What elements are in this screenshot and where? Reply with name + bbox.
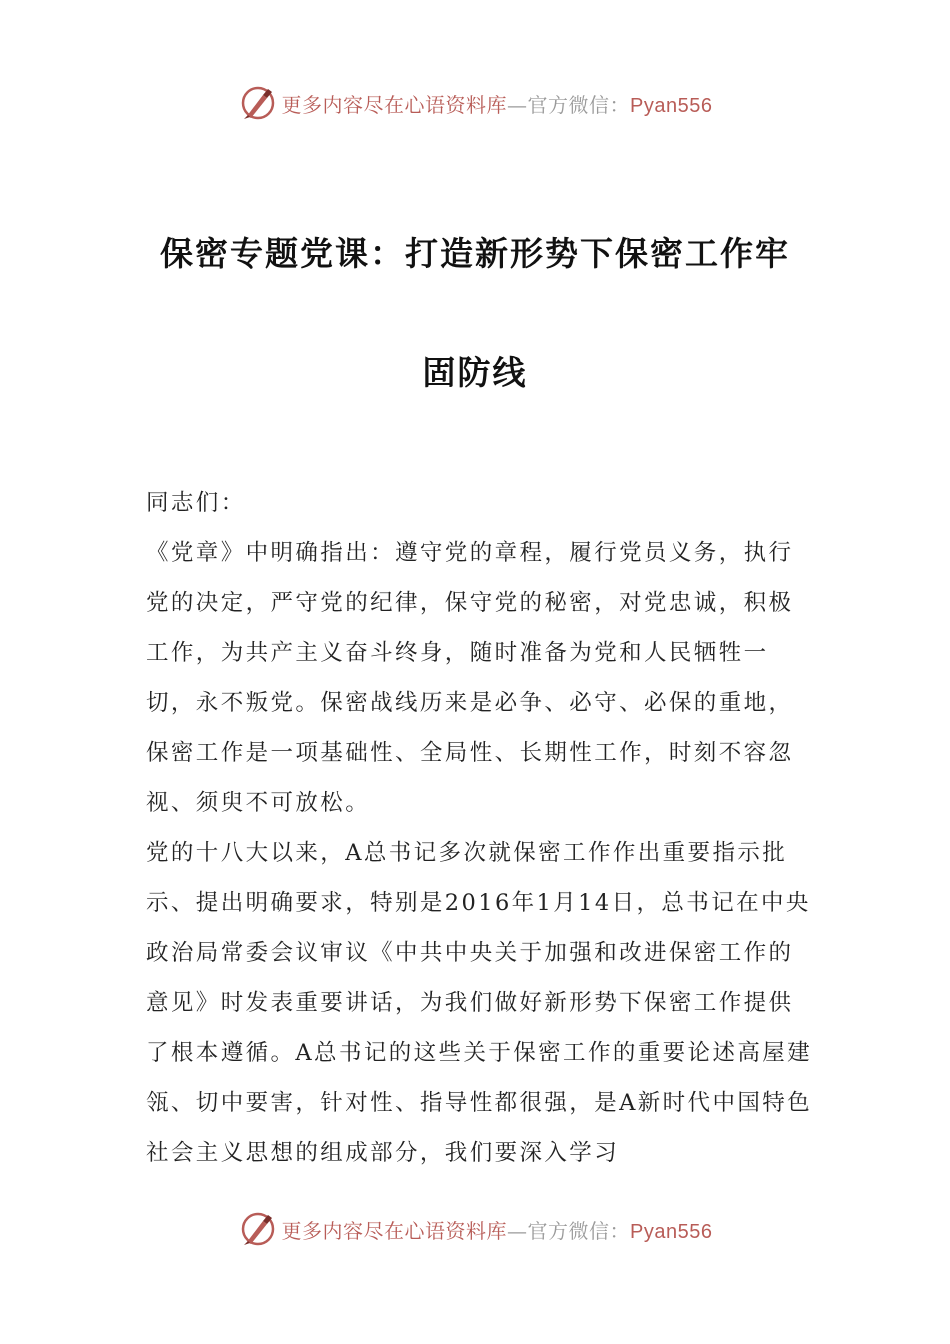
footer-watermark bbox=[0, 1207, 950, 1251]
watermark-brand: 更多内容尽在心语资料库 bbox=[281, 1218, 508, 1243]
greeting-paragraph: 同志们： bbox=[146, 490, 246, 516]
pen-logo-icon bbox=[238, 83, 278, 123]
body-paragraph: 党的十八大以来，A总书记多次就保密工作作出重要指示批示、提出明确要求，特别是2016年1月14日，总书记在中央政治局常委会议审议《中共中央关于加强和改进保密工作的意见》时发表重要讲话，为我们做好新形势下保密工作提供了根本遵循。A总书记的这些关于保密工作的重要论述高屋建瓴、切中要害，针对性、指导性都很强，是A新时代中国特色社会主义思想的组成部分，我们要深入学习 bbox=[146, 840, 813, 1166]
document-body bbox=[146, 478, 816, 1178]
body-paragraph: 《党章》中明确指出：遵守党的章程，履行党员义务，执行党的决定，严守党的纪律，保守党的秘密，对党忠诚，积极工作，为共产主义奋斗终身，随时准备为党和人民牺牲一切，永不叛党。保密战线历来是必争、必守、必保的重地，保密工作是一项基础性、全局性、长期性工作，时刻不容忽视、须臾不可放松。 bbox=[146, 540, 794, 816]
watermark-brand: 更多内容尽在心语资料库 bbox=[281, 92, 508, 117]
pen-logo-icon bbox=[238, 1209, 278, 1249]
watermark-separator: — bbox=[507, 92, 528, 117]
page-title-line-1: 保密专题党课：打造新形势下保密工作牢 bbox=[160, 234, 790, 273]
watermark-wechat-label: 官方微信： bbox=[527, 92, 631, 117]
watermark-text bbox=[282, 1215, 713, 1244]
watermark-wechat-id: Pyan556 bbox=[630, 1220, 713, 1243]
watermark-wechat-label: 官方微信： bbox=[527, 1218, 631, 1243]
page-title-line-2: 固防线 bbox=[422, 353, 528, 392]
watermark-separator: — bbox=[507, 1218, 528, 1243]
watermark-wechat-id: Pyan556 bbox=[630, 94, 713, 117]
watermark-text bbox=[282, 89, 713, 118]
header-watermark bbox=[0, 81, 950, 125]
